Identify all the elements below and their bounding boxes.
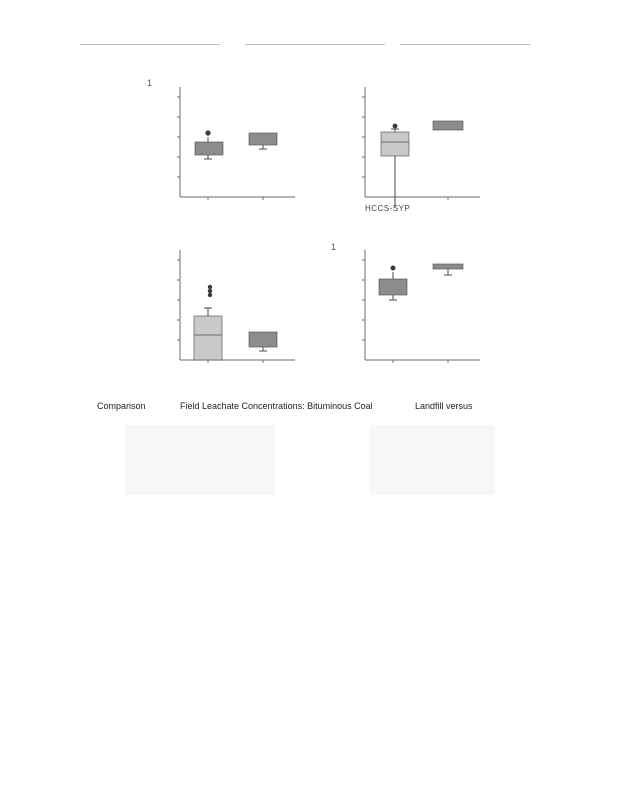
box (194, 316, 222, 360)
faint-header-text (110, 60, 490, 66)
box (433, 264, 463, 269)
outlier-point (208, 293, 212, 297)
box (381, 132, 409, 156)
boxplot-2-svg (345, 82, 485, 207)
box-group-1 (379, 266, 407, 301)
box-group-1 (195, 130, 223, 159)
box-group-2 (249, 133, 277, 149)
panel-corner-mark: 1 (331, 242, 337, 252)
box-group-2 (433, 121, 463, 130)
box-group-1 (194, 285, 222, 360)
outlier-point (391, 266, 396, 271)
caption-part-1: Comparison (97, 401, 146, 411)
boxplot-4-svg (345, 245, 485, 370)
boxplot-3-svg (160, 245, 300, 370)
outlier-point (205, 130, 210, 135)
boxplot-panel-1 (147, 78, 300, 207)
box-group-2 (433, 264, 463, 275)
box (433, 121, 463, 130)
bleed-through-shade (370, 425, 495, 495)
boxplot-1-svg (160, 82, 300, 207)
header-rule (80, 44, 220, 45)
bleed-through-shade (125, 425, 275, 495)
header-rule (400, 44, 530, 45)
outlier-point (208, 285, 212, 289)
figure-caption (97, 401, 497, 417)
outlier-point (208, 289, 212, 293)
boxplot-panel-3 (160, 245, 300, 370)
panel-corner-mark: 1 (147, 78, 153, 88)
box (249, 332, 277, 347)
caption-part-3: Landfill versus (415, 401, 473, 411)
box (195, 142, 223, 155)
boxplot-panel-2 (345, 82, 485, 213)
box (379, 279, 407, 295)
panel-label: HCCS-SYP (365, 204, 411, 213)
box (249, 133, 277, 145)
caption-part-2: Field Leachate Concentrations: Bituminous Coal (180, 401, 373, 411)
header-rule (245, 44, 385, 45)
outlier-point (393, 124, 398, 129)
box-group-1 (381, 124, 409, 207)
boxplot-panel-4 (331, 242, 485, 370)
box-group-2 (249, 332, 277, 351)
